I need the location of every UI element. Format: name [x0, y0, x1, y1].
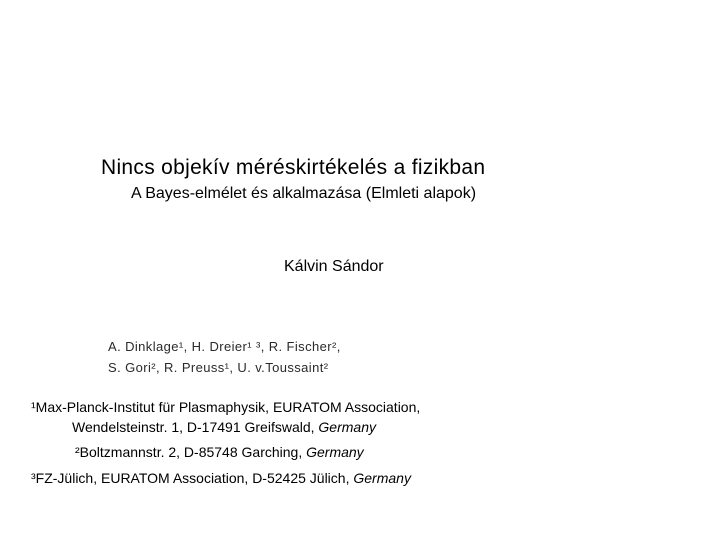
affiliation-1-line-1: ¹Max-Planck-Institut für Plasmaphysik, EURATOM Association, [31, 399, 421, 415]
coauthors-block [108, 336, 341, 378]
affiliation-1-country: Germany [318, 419, 376, 435]
affiliation-1-address: Wendelsteinstr. 1, D-17491 Greifswald, [72, 419, 319, 435]
coauthors-line-2: S. Gori², R. Preuss¹, U. v.Toussaint² [108, 360, 329, 375]
affiliation-1-line-2 [72, 417, 376, 437]
affiliation-3-address: ³FZ-Jülich, EURATOM Association, D-52425 Jülich, [31, 470, 354, 486]
presenter-name: Kálvin Sándor [284, 258, 384, 275]
affiliation-2 [75, 442, 364, 462]
slide-subtitle: A Bayes-elmélet és alkalmazása (Elmleti alapok) [131, 185, 477, 202]
slide-title: Nincs objekív méréskirtékelés a fizikban [101, 156, 486, 179]
affiliation-3 [31, 468, 411, 488]
affiliation-3-country: Germany [353, 470, 411, 486]
affiliation-2-address: ²Boltzmannstr. 2, D-85748 Garching, [75, 444, 307, 460]
coauthors-line-1: A. Dinklage¹, H. Dreier¹ ³, R. Fischer², [108, 339, 341, 354]
affiliation-2-country: Germany [306, 444, 364, 460]
